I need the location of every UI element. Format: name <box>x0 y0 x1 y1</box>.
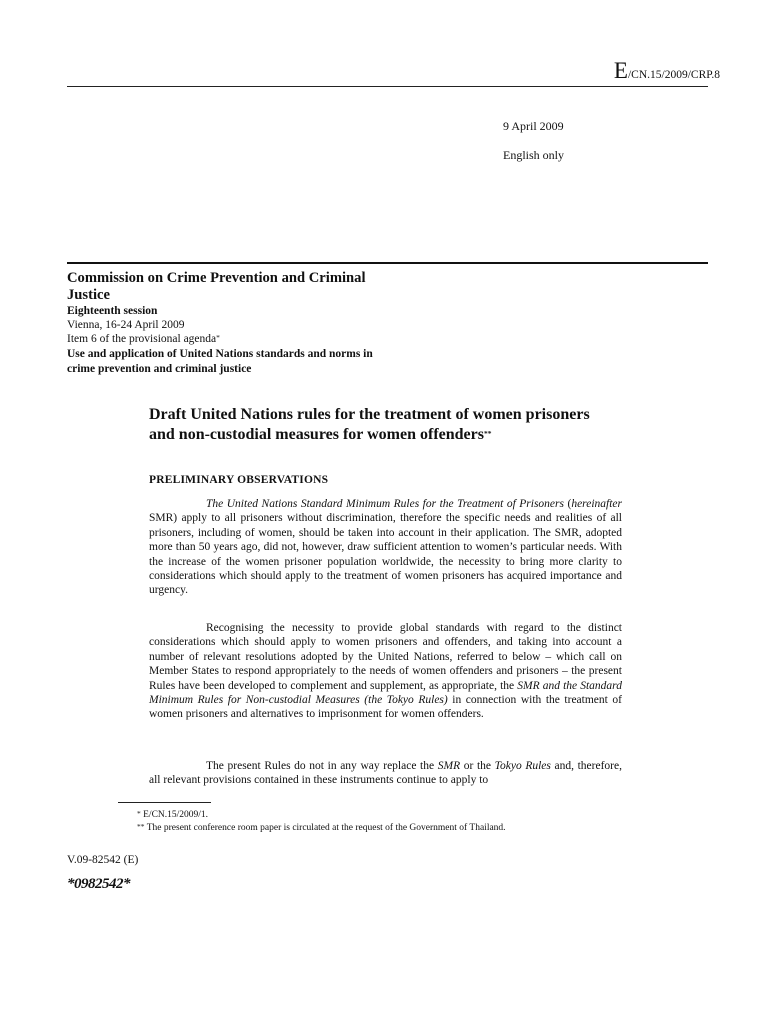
agenda-item-label: Item 6 of the provisional agenda <box>67 333 217 345</box>
p3-text-a: The present Rules do not in any way replace the <box>206 760 438 772</box>
document-symbol <box>614 58 720 84</box>
barcode: *0982542* <box>67 876 130 892</box>
agenda-item <box>67 332 220 347</box>
agenda-item-title: Use and application of United Nations standards and norms in crime prevention and criminal justice <box>67 348 373 375</box>
footnote-1-marker: * <box>137 809 141 818</box>
job-number: V.09-82542 (E) <box>67 854 139 866</box>
document-language: English only <box>503 148 565 162</box>
document-title-text: Draft United Nations rules for the treatment of women prisoners and non-custodial measures for women offenders <box>149 406 590 443</box>
p2-italic-refs: SMR and the Standard Minimum Rules for Non-custodial Measures (the Tokyo Rules) <box>149 679 622 707</box>
venue-dates: Vienna, 16-24 April 2009 <box>67 319 185 331</box>
paragraph-2 <box>149 621 622 722</box>
p1-italic-lead: The United Nations Standard Minimum Rules for the Treatment of Prisoners <box>206 498 564 510</box>
footnote-separator <box>118 802 211 803</box>
session-label: Eighteenth session <box>67 305 158 317</box>
p2-text-after: in connection with the treatment of women prisoners and alternatives to imprisonment for women offenders. <box>149 694 622 721</box>
footnote-1-text: E/CN.15/2009/1. <box>143 810 209 820</box>
footnote-2-text: The present conference room paper is circulated at the request of the Government of Thailand. <box>146 823 506 833</box>
p3-italic-tokyo: Tokyo Rules <box>494 760 551 772</box>
p3-italic-smr: SMR <box>437 760 461 772</box>
p3-text-b: or the <box>460 760 495 772</box>
title-footnote-marker: ** <box>483 428 492 438</box>
footnote-2 <box>137 823 506 833</box>
symbol-number: /CN.15/2009/CRP.8 <box>627 69 720 81</box>
document-title <box>149 405 609 444</box>
header-rule <box>67 86 708 87</box>
footnote-1 <box>137 810 208 820</box>
agenda-item-footnote-marker: * <box>216 333 220 342</box>
footnote-2-marker: ** <box>137 822 145 831</box>
paragraph-3 <box>149 759 622 788</box>
section-heading: PRELIMINARY OBSERVATIONS <box>149 474 329 486</box>
p2-text-before: Recognising the necessity to provide global standards with regard to the distinct considerations which should apply to women prisoners and offenders, and taking into account a number of relevant resolutions adopted by the United Nations, referred to below – which call on Member States to respond appropriately to the needs of women offenders and prisoners – the present Rules have been developed to complement and supplement, as appropriate, the <box>149 622 622 692</box>
p1-text: SMR) apply to all prisoners without discrimination, therefore the specific needs and realities of all prisoners, including of women, should be taken into account in their application. The SMR, adopted more than 50 years ago, did not, however, draw sufficient attention to women’s particular needs. With the increase of the women prisoner population worldwide, the necessity to bring more clarity to considerations which should apply to the treatment of women prisoners has acquired importance and urgency. <box>149 512 622 597</box>
meeting-rule <box>67 262 708 264</box>
symbol-prefix: E <box>613 58 628 83</box>
document-date: 9 April 2009 <box>503 119 564 133</box>
p1-italic-term: hereinafter <box>571 498 622 510</box>
paragraph-1 <box>149 497 622 598</box>
body-name: Commission on Crime Prevention and Criminal Justice <box>67 270 366 303</box>
p3-text-c: and, therefore, all relevant provisions contained in these instruments continue to apply to <box>149 760 622 787</box>
p1-open-paren: ( <box>564 498 572 510</box>
